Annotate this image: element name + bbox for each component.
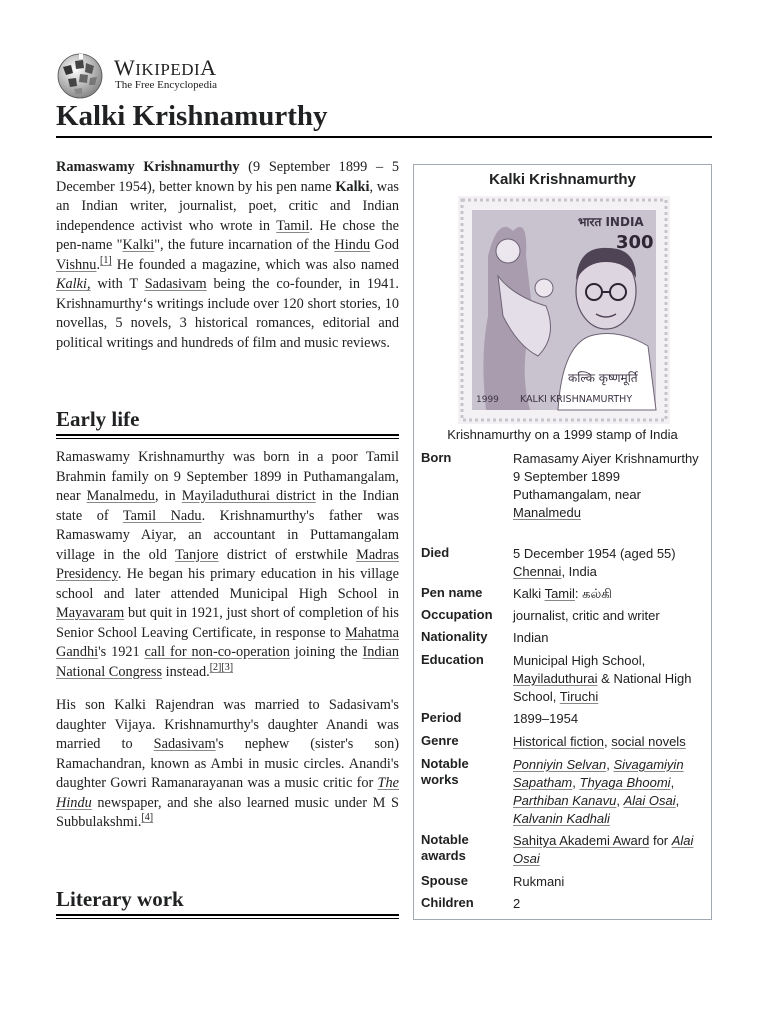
value-pen-name: Kalki Tamil: கல்கி [513,586,612,601]
value-occupation: journalist, critic and writer [513,608,660,623]
label-period: Period [421,710,462,725]
link-madras-presidency[interactable]: Madras Presidency [56,546,399,582]
link-hindu[interactable]: Hindu [334,237,371,253]
label-occupation: Occupation [421,607,493,622]
label-genre: Genre [421,733,459,748]
label-died: Died [421,545,450,560]
stamp-value: 300 [616,232,654,253]
link-manalmedu[interactable]: Manalmedu [86,488,155,504]
stamp-hindi-name: कल्कि कृष्णमूर्ति [568,371,638,385]
stamp-year: 1999 [476,395,499,405]
reference-2[interactable]: [2] [209,661,222,673]
heading-literary-work-rule [56,914,399,919]
link-chennai[interactable]: Chennai [513,564,562,579]
infobox-caption: Krishnamurthy on a 1999 stamp of India [447,427,678,442]
wikipedia-globe-logo[interactable] [55,53,105,99]
link-kalki[interactable]: Kalki [122,237,155,253]
link-work-thyaga-bhoomi[interactable]: Thyaga Bhoomi [579,775,671,790]
heading-literary-work: Literary work [56,887,184,911]
link-work-sivagamiyin-sapatham[interactable]: Sivagamiyin Sapatham [513,757,684,790]
label-notable-awards: Notable awards [421,832,469,863]
heading-early-life-rule [56,434,399,439]
page-title: Kalki Krishnamurthy [56,100,328,132]
reference-3[interactable]: [3] [221,661,234,673]
link-tamil-nadu[interactable]: Tamil Nadu [122,507,202,524]
link-work-alai-osai[interactable]: Alai Osai [623,793,676,808]
link-award-alai-osai[interactable]: Alai Osai [513,833,694,866]
link-born-manalmedu[interactable]: Manalmedu [513,505,581,520]
value-children: 2 [513,896,521,911]
infobox [413,164,712,920]
infobox-title: Kalki Krishnamurthy [489,171,636,188]
value-died: 5 December 1954 (aged 55) Chennai, India [513,546,676,579]
link-historical-fiction[interactable]: Historical fiction [513,734,605,749]
link-work-ponniyin-selvan[interactable]: Ponniyin Selvan [513,757,607,772]
link-sadasivam-2[interactable]: Sadasivam [153,736,216,752]
reference-4[interactable]: [4] [141,812,154,824]
link-the-hindu[interactable]: The Hindu [56,775,399,811]
pen-name: Kalki [335,178,370,195]
link-kalki-magazine[interactable]: Kalki, [56,276,91,292]
label-born: Born [421,450,452,465]
value-nationality: Indian [513,630,549,645]
value-education: Municipal High School, Mayiladuthurai & National High School, Tiruchi [513,653,692,704]
early-life-paragraph-2: His son Kalki Rajendran was married to Sadasivam's daughter Vijaya. Krishnamurthy's daughter Anandi was married to Sadasivam's nephew (sister's son) Ramachandran, known as Ambi in music circles. Anandi's daughter Gowri Ramanarayanan was a music critic for The Hindu newspaper, and she also learned music under M S Subbulakshmi.[4] [56,697,399,830]
link-work-kalvanin-kadhali[interactable]: Kalvanin Kadhali [513,811,610,826]
intro-paragraph: Ramaswamy Krishnamurthy (9 September 1899 – 5 December 1954), better known by his pen name Kalki, was an Indian writer, journalist, poet, critic and Indian independence activist who wrote in Tamil. He chose the pen-name "Kalki", the future incarnation of the Hindu God Vishnu.[1] He founded a magazine, which was also named Kalki, with T Sadasivam being the co-founder, in 1941. Krishnamurthy‘s writings include over 120 short stories, 10 novellas, 5 novels, 3 historical romances, editorial and political writings and hundreds of film and music reviews. [56,159,400,351]
link-non-cooperation[interactable]: call for non-co-operation [144,644,290,660]
value-born: Ramasamy Aiyer Krishnamurthy 9 September 1899 Puthamangalam, near Manalmedu [513,451,699,520]
link-pen-tamil[interactable]: Tamil [544,586,575,601]
link-sahitya-akademi-award[interactable]: Sahitya Akademi Award [513,833,650,848]
link-social-novels[interactable]: social novels [611,734,686,749]
link-edu-tiruchi[interactable]: Tiruchi [559,689,599,704]
early-life-paragraph-1: Ramaswamy Krishnamurthy was born in a poor Tamil Brahmin family on 9 September 1899 in Puthamangalam, near Manalmedu, in Mayiladuthurai district in the Indian state of Tamil Nadu. Krishnamurthy's father was Ramaswamy Aiyar, an accountant in Puttamangalam village in the old Tanjore district of erstwhile Madras Presidency. He began his primary education in his village school and later attended Municipal High School in Mayavaram but quit in 1921, just short of completion of his Senior School Leaving Certificate, in response to Mahatma Gandhi's 1921 call for non-co-operation joining the Indian National Congress instead.[2][3] [56,449,400,680]
title-divider [56,136,712,138]
label-pen-name: Pen name [421,585,483,600]
stamp-name: KALKI KRISHNAMURTHY [520,394,633,405]
label-children: Children [421,895,474,910]
link-mahatma-gandhi[interactable]: Mahatma Gandhi [56,624,399,660]
label-nationality: Nationality [421,629,488,644]
label-spouse: Spouse [421,873,468,888]
wikipedia-tagline: The Free Encyclopedia [115,79,218,91]
value-notable-works: Ponniyin Selvan, Sivagamiyin Sapatham, Thyaga Bhoomi, Parthiban Kanavu, Alai Osai, Kalvanin Kadhali [513,757,684,826]
link-mayavaram[interactable]: Mayavaram [56,605,125,621]
reference-1[interactable]: [1] [100,254,112,266]
stamp-image[interactable] [458,196,670,424]
value-period: 1899–1954 [513,711,579,726]
heading-early-life: Early life [56,407,140,431]
label-notable-works: Notable works [421,756,469,787]
link-work-parthiban-kanavu[interactable]: Parthiban Kanavu [513,793,617,808]
link-tamil[interactable]: Tamil [276,217,310,234]
value-notable-awards: Sahitya Akademi Award for Alai Osai [513,833,694,866]
link-tanjore[interactable]: Tanjore [175,546,219,563]
link-mayiladuthurai-district[interactable]: Mayiladuthurai district [181,488,316,504]
link-vishnu[interactable]: Vishnu [56,256,97,273]
link-edu-mayiladuthurai[interactable]: Mayiladuthurai [513,671,598,686]
link-sadasivam[interactable]: Sadasivam [144,276,207,292]
value-spouse: Rukmani [513,874,565,889]
label-education: Education [421,652,484,667]
stamp-country-label: भारत INDIA [578,215,644,229]
early-life-section [56,448,399,833]
wikipedia-wordmark[interactable]: WIKIPEDIA [114,55,217,80]
subject-name: Ramaswamy Krishnamurthy [56,159,240,175]
intro-section [56,158,399,353]
value-genre: Historical fiction, social novels [513,734,686,749]
link-indian-national-congress[interactable]: Indian National Congress [56,644,400,680]
